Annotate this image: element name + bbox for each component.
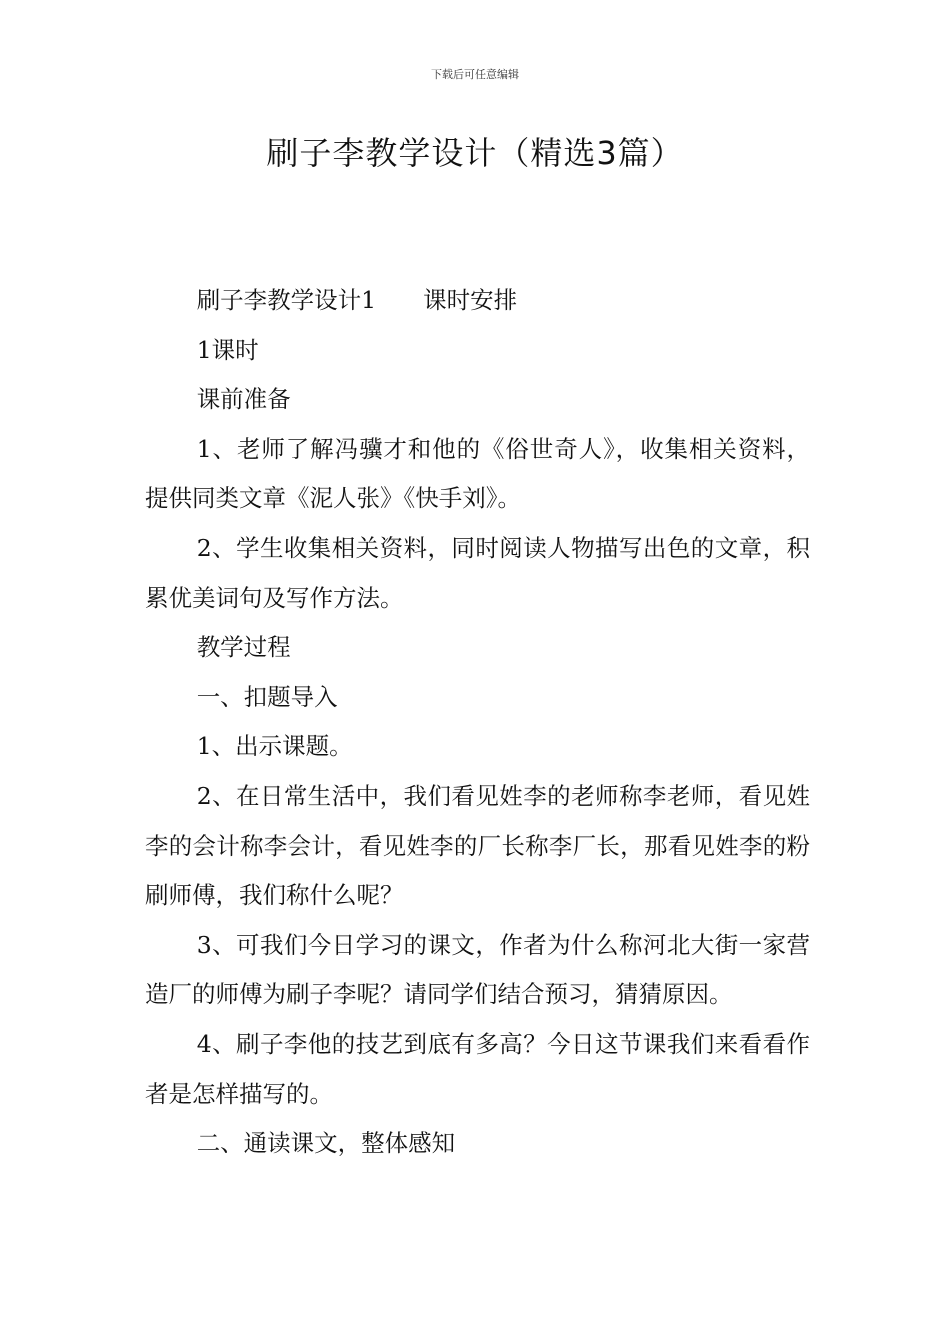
paragraph: 2、学生收集相关资料，同时阅读人物描写出色的文章，积累优美词句及写作方法。 <box>145 533 810 612</box>
paragraph: 3、可我们今日学习的课文，作者为什么称河北大街一家营造厂的师傅为刷子李呢？请同学们结合预习，猜猜原因。 <box>145 930 810 1009</box>
document-body <box>145 276 810 1169</box>
page-header-note: 下载后可任意编辑 <box>431 68 519 81</box>
paragraph: 1课时 <box>196 335 259 364</box>
paragraph: 4、刷子李他的技艺到底有多高？今日这节课我们来看看作者是怎样描写的。 <box>145 1029 810 1108</box>
paragraph: 一、扣题导入 <box>196 682 338 711</box>
paragraph: 1、老师了解冯骥才和他的《俗世奇人》，收集相关资料，提供同类文章《泥人张》《快手刘》。 <box>145 434 810 513</box>
paragraph: 课前准备 <box>196 385 291 414</box>
paragraph: 2、在日常生活中，我们看见姓李的老师称李老师，看见姓李的会计称李会计，看见姓李的厂长称李厂长，那看见姓李的粉刷师傅，我们称什么呢？ <box>145 781 810 910</box>
document-title: 刷子李教学设计（精选3篇） <box>266 134 684 172</box>
paragraph: 1、出示课题。 <box>196 732 353 761</box>
paragraph: 刷子李教学设计1 课时安排 <box>196 286 518 314</box>
paragraph: 教学过程 <box>196 633 291 662</box>
paragraph: 二、通读课文，整体感知 <box>196 1129 456 1158</box>
